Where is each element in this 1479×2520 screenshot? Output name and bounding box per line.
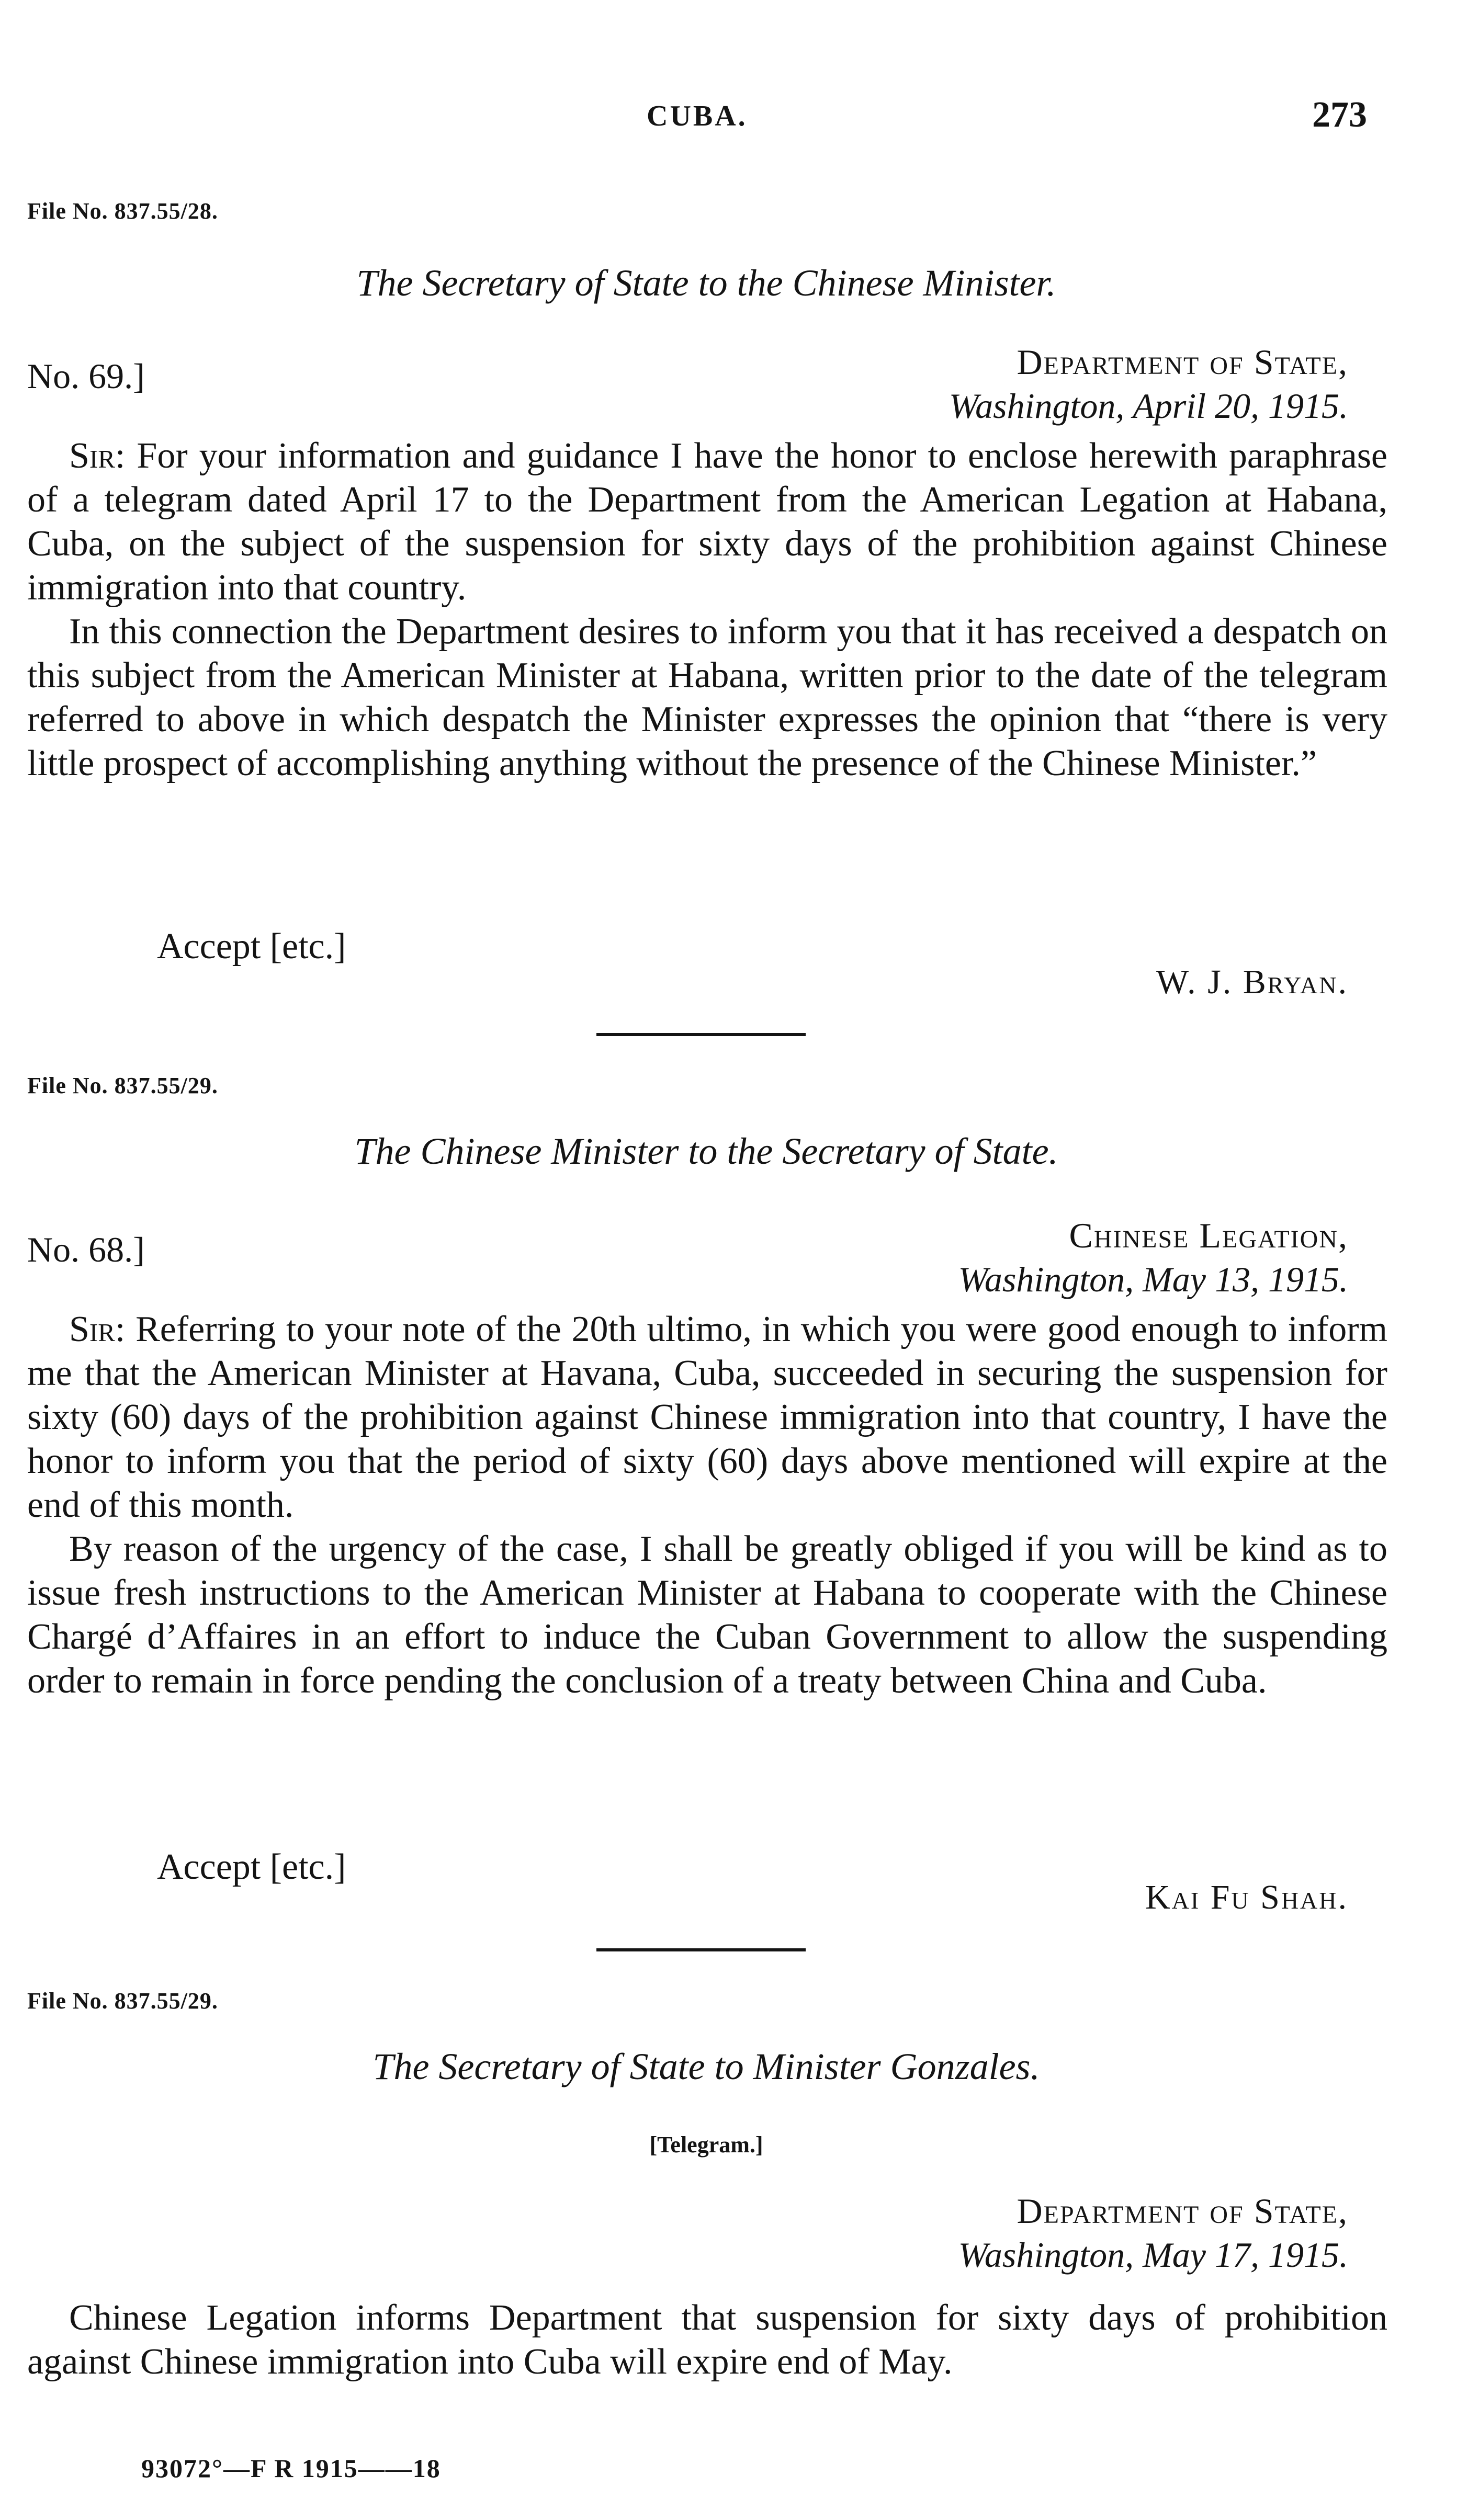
- paragraph: In this connection the Department desires to inform you that it has received a despatch on this subject from the American Minister at Habana, written prior to the date of the telegram referred to above in which despatch the Minister expresses the opinion that “there is very little prospect of accomplishing anything without the presence of the Chinese Minister.”: [27, 611, 1387, 784]
- dateline-place-date: Washington, May 17, 1915.: [958, 2235, 1348, 2275]
- dateline-org: Department of State,: [1017, 2191, 1348, 2231]
- paragraph: Chinese Legation informs Department that suspension for sixty days of prohibition against Chinese immigration into Cuba will expire end of May.: [27, 2298, 1387, 2382]
- paragraph: By reason of the urgency of the case, I shall be greatly obliged if you will be kind as to issue fresh instructions to the American Minister at Habana to cooperate with the Chinese Chargé d’Affaires in an effort to induce the Cuban Government to allow the suspending order to remain in force pending the conclusion of a treaty between China and Cuba.: [27, 1529, 1387, 1701]
- letter-body: [27, 434, 1387, 786]
- letter-heading: The Secretary of State to the Chinese Minister.: [356, 262, 1056, 304]
- signature: W. J. Bryan.: [1156, 963, 1348, 1001]
- paragraph-text: For your information and guidance I have the honor to enclose herewith paraphrase of a telegram dated April 17 to the Department from the American Legation at Habana, Cuba, on the subject of the suspension for sixty days of the prohibition against Chinese immigration into that country.: [27, 436, 1388, 608]
- salutation: Sir:: [69, 1309, 126, 1349]
- letter-body: [27, 1308, 1387, 1703]
- file-number: File No. 837.55/29.: [27, 1073, 218, 1098]
- telegram-body: [27, 2296, 1387, 2384]
- dateline-org: Department of State,: [1017, 342, 1348, 382]
- paragraph: [27, 1308, 1387, 1527]
- paragraph-text: Referring to your note of the 20th ultimo, in which you were good enough to inform me that the American Minister at Havana, Cuba, succeeded in securing the suspension for sixty (60) days of the prohibition against Chinese immigration into that country, I have the honor to inform you that the period of sixty (60) days above mentioned will expire at the end of this month.: [27, 1309, 1387, 1525]
- closing: Accept [etc.]: [157, 1847, 346, 1887]
- dateline: [949, 340, 1348, 428]
- letter-number: No. 69.]: [27, 356, 145, 396]
- separator-rule: [596, 1948, 806, 1951]
- dateline: [958, 1213, 1348, 1301]
- salutation: Sir:: [69, 436, 126, 476]
- running-title: CUBA.: [647, 100, 748, 132]
- page-number: 273: [1312, 95, 1367, 135]
- letter-heading: The Secretary of State to Minister Gonzales.: [372, 2046, 1040, 2087]
- dateline-org: Chinese Legation,: [1069, 1216, 1348, 1255]
- footer-signature-mark: 93072°—F R 1915——18: [141, 2454, 441, 2483]
- telegram-label: [Telegram.]: [649, 2132, 763, 2158]
- file-number: File No. 837.55/28.: [27, 198, 218, 224]
- separator-rule: [596, 1033, 806, 1036]
- paragraph: [27, 434, 1387, 610]
- dateline: [958, 2189, 1348, 2277]
- closing: Accept [etc.]: [157, 926, 346, 967]
- dateline-place-date: Washington, May 13, 1915.: [958, 1259, 1348, 1299]
- file-number: File No. 837.55/29.: [27, 1988, 218, 2014]
- signature: Kai Fu Shah.: [1145, 1878, 1348, 1916]
- dateline-place-date: Washington, April 20, 1915.: [949, 386, 1348, 426]
- letter-number: No. 68.]: [27, 1230, 145, 1269]
- letter-heading: The Chinese Minister to the Secretary of State.: [354, 1130, 1058, 1172]
